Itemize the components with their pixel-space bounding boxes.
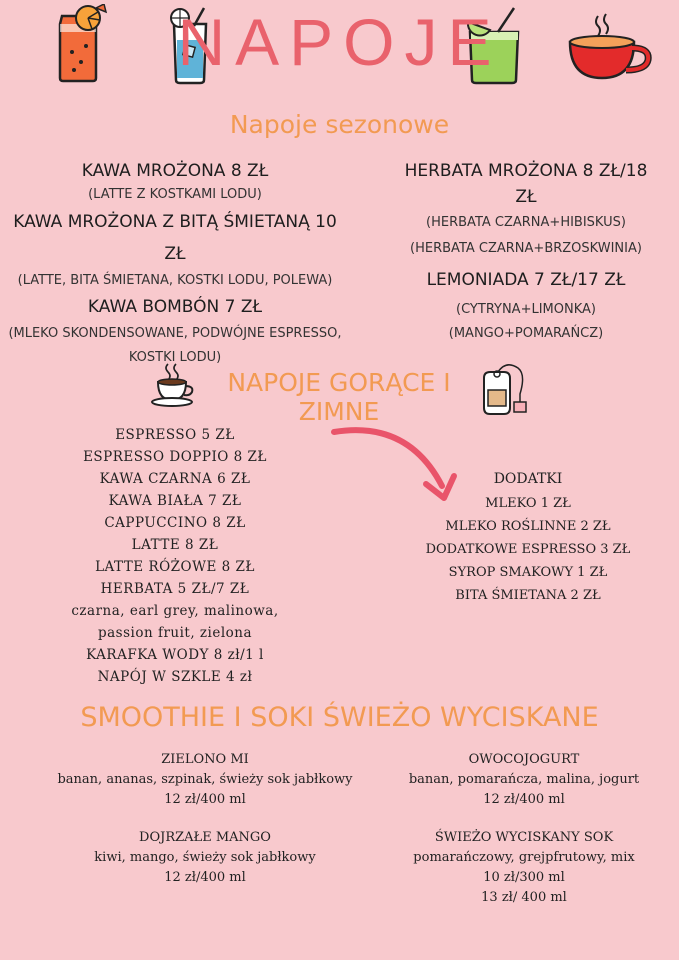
- smoothie-right-column: [400, 750, 648, 908]
- list-item: KAWA BIAŁA 7 ZŁ: [108, 493, 242, 509]
- menu-item-price: 12 zł/400 ml: [164, 870, 246, 885]
- menu-item-name: ŚWIEŻO WYCISKANY SOK: [434, 830, 614, 845]
- list-item: LATTE RÓŻOWE 8 ZŁ: [95, 559, 255, 575]
- list-item: CAPPUCCINO 8 ZŁ: [104, 515, 246, 531]
- menu-item-desc: (HERBATA CZARNA+BRZOSKWINIA): [410, 241, 642, 256]
- extras-heading: DODATKI: [493, 471, 563, 487]
- seasonal-left-column: [0, 158, 350, 370]
- list-item: BITA ŚMIETANA 2 ZŁ: [455, 588, 601, 603]
- smoothie-left-column: [40, 750, 370, 888]
- list-item: MLEKO ROŚLINNE 2 ZŁ: [445, 519, 611, 534]
- menu-item-desc: (HERBATA CZARNA+HIBISKUS): [426, 215, 626, 230]
- seasonal-right-column: [400, 158, 652, 346]
- coffee-cup-icon: [150, 362, 198, 408]
- menu-item-name: KAWA BOMBÓN 7 ZŁ: [87, 297, 263, 317]
- list-item: MLEKO 1 ZŁ: [485, 496, 571, 511]
- list-item: KARAFKA WODY 8 zł/1 l: [86, 647, 264, 663]
- menu-item-price: 12 zł/400 ml: [483, 792, 565, 807]
- hot-cold-heading: NAPOJE GORĄCE I ZIMNE: [227, 368, 451, 426]
- menu-item-price: 12 zł/400 ml: [164, 792, 246, 807]
- menu-item-name: ZIELONO MI: [161, 752, 249, 767]
- menu-item-price: 10 zł/300 ml: [483, 870, 565, 885]
- list-item: ESPRESSO DOPPIO 8 ZŁ: [83, 449, 267, 465]
- menu-item-desc: pomarańczowy, grejpfrutowy, mix: [413, 850, 635, 865]
- menu-item-desc: (MANGO+POMARAŃCZ): [448, 326, 604, 341]
- page-title: NAPOJE: [177, 5, 502, 79]
- tea-bag-icon: [476, 360, 532, 420]
- list-item: czarna, earl grey, malinowa,: [71, 603, 279, 619]
- menu-item-desc: (LATTE, BITA ŚMIETANA, KOSTKI LODU, POLEWA): [17, 273, 333, 288]
- seasonal-heading: Napoje sezonowe: [229, 110, 450, 139]
- list-item: KAWA CZARNA 6 ZŁ: [99, 471, 251, 487]
- menu-item-desc: (MLEKO SKONDENSOWANE, PODWÓJNE ESPRESSO, KOSTKI LODU): [8, 326, 342, 365]
- menu-item-name: DOJRZAŁE MANGO: [139, 830, 271, 845]
- menu-item-price: 13 zł/ 400 ml: [481, 890, 567, 905]
- list-item: LATTE 8 ZŁ: [131, 537, 219, 553]
- list-item: SYROP SMAKOWY 1 ZŁ: [448, 565, 608, 580]
- menu-item-desc: banan, ananas, szpinak, świeży sok jabłkowy: [57, 772, 353, 787]
- menu-item-name: KAWA MROŻONA Z BITĄ ŚMIETANĄ 10 ZŁ: [13, 212, 337, 264]
- list-item: DODATKOWE ESPRESSO 3 ZŁ: [425, 542, 631, 557]
- menu-item-desc: (CYTRYNA+LIMONKA): [456, 302, 596, 317]
- list-item: passion fruit, zielona: [97, 625, 253, 641]
- list-item: ESPRESSO 5 ZŁ: [115, 427, 235, 443]
- menu-item-name: KAWA MROŻONA 8 ZŁ: [81, 161, 269, 181]
- extras-list: [404, 466, 652, 607]
- menu-item-desc: banan, pomarańcza, malina, jogurt: [408, 772, 640, 787]
- menu-item-name: LEMONIADA 7 ZŁ/17 ZŁ: [426, 270, 626, 290]
- list-item: HERBATA 5 ZŁ/7 ZŁ: [100, 581, 250, 597]
- menu-item-name: HERBATA MROŻONA 8 ZŁ/18 ZŁ: [404, 161, 648, 207]
- menu-item-name: OWOCOJOGURT: [468, 752, 580, 767]
- menu-item-desc: kiwi, mango, świeży sok jabłkowy: [94, 850, 316, 865]
- list-item: NAPÓJ W SZKLE 4 zł: [97, 669, 253, 685]
- hot-cold-list: [40, 424, 310, 688]
- menu-item-desc: (LATTE Z KOSTKAMI LODU): [88, 187, 262, 202]
- smoothie-heading: SMOOTHIE I SOKI ŚWIEŻO WYCISKANE: [80, 702, 599, 733]
